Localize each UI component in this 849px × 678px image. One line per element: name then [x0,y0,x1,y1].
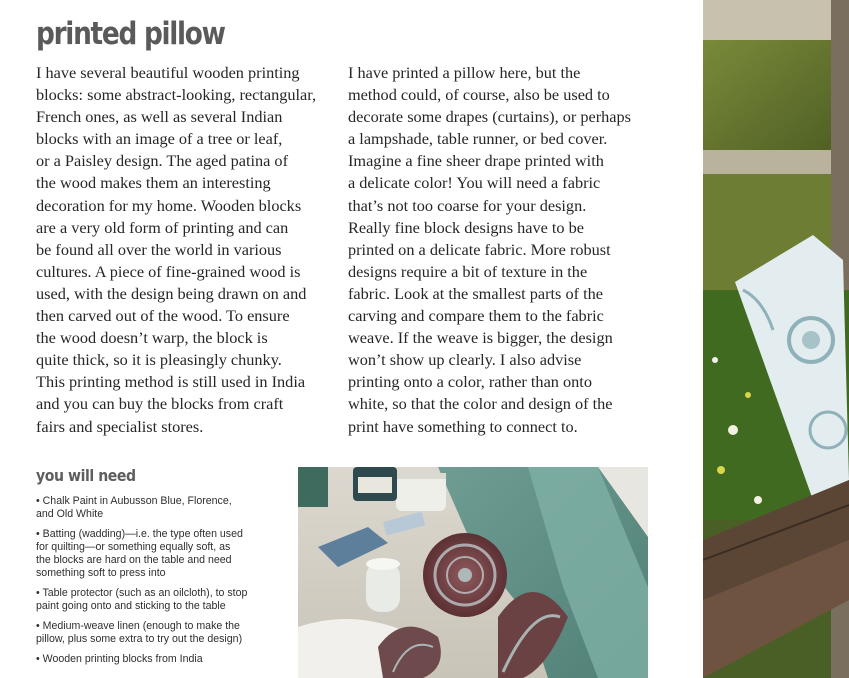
text-line: designs require a bit of texture in the [348,261,588,281]
text-line: print have something to connect to. [348,416,578,436]
text-line: French ones, as well as several Indian [36,107,283,127]
list-item-line: something soft to press into [36,567,166,579]
text-line: and you can buy the blocks from craft [36,394,284,414]
list-item [36,495,292,521]
text-line: white, so that the color and design of the [348,394,613,414]
text-line: decorate some drapes (curtains), or perhaps [348,107,631,127]
text-line: blocks with an image of a tree or leaf, [36,129,283,149]
text-line: then carved out of the wood. To ensure [36,306,290,326]
text-line: the wood makes them an interesting [36,173,271,193]
text-line: This printing method is still used in India [36,372,306,392]
text-line: a delicate color! You will need a fabric [348,173,601,193]
text-line: used, with the design being drawn on and [36,283,307,303]
list-item-line: • Wooden printing blocks from India [36,653,203,665]
text-line: be found all over the world in various [36,239,282,259]
page-title: printed pillow [36,16,225,52]
text-line: method could, of course, also be used to [348,85,610,105]
materials-photo [298,467,648,678]
list-item-line: for quilting—or something equally soft, as [36,541,231,553]
you-will-need-heading: you will need [36,466,136,485]
text-line: printing onto a color, rather than onto [348,372,592,392]
text-line: weave. If the weave is bigger, the design [348,328,613,348]
list-item-line: • Medium-weave linen (enough to make the [36,620,240,632]
text-line: won’t show up clearly. I also advise [348,350,582,370]
list-item [36,653,292,666]
text-line: the wood doesn’t warp, the block is [36,328,268,348]
body-column-right [348,62,653,438]
text-line: I have printed a pillow here, but the [348,63,581,82]
text-line: blocks: some abstract-looking, rectangular, [36,85,317,105]
text-line: Imagine a fine sheer drape printed with [348,151,604,171]
list-item-line: pillow, plus some extra to try out the design) [36,633,243,645]
list-item-line: paint going onto and sticking to the table [36,600,226,612]
text-line: printed on a delicate fabric. More robust [348,239,611,259]
garden-pillow-photo [703,0,849,678]
text-line: fairs and specialist stores. [36,416,204,436]
text-line: a lampshade, table runner, or bed cover. [348,129,608,149]
text-line: quite thick, so it is pleasingly chunky. [36,350,282,370]
text-line: I have several beautiful wooden printing [36,63,300,82]
text-line: cultures. A piece of fine-grained wood is [36,261,301,281]
list-item [36,620,292,646]
list-item [36,587,292,613]
list-item [36,528,292,580]
materials-list [36,495,292,673]
list-item-line: • Batting (wadding)—i.e. the type often used [36,528,243,540]
text-line: carving and compare them to the fabric [348,306,604,326]
list-item-line: • Table protector (such as an oilcloth), to stop [36,587,248,599]
body-column-left [36,62,336,438]
text-line: fabric. Look at the smallest parts of the [348,283,603,303]
list-item-line: • Chalk Paint in Aubusson Blue, Florence, [36,495,232,507]
list-item-line: the blocks are hard on the table and need [36,554,232,566]
text-line: that’s not too coarse for your design. [348,195,587,215]
text-line: or a Paisley design. The aged patina of [36,151,288,171]
text-line: decoration for my home. Wooden blocks [36,195,302,215]
list-item-line: and Old White [36,508,104,520]
text-line: are a very old form of printing and can [36,217,289,237]
text-line: Really fine block designs have to be [348,217,585,237]
